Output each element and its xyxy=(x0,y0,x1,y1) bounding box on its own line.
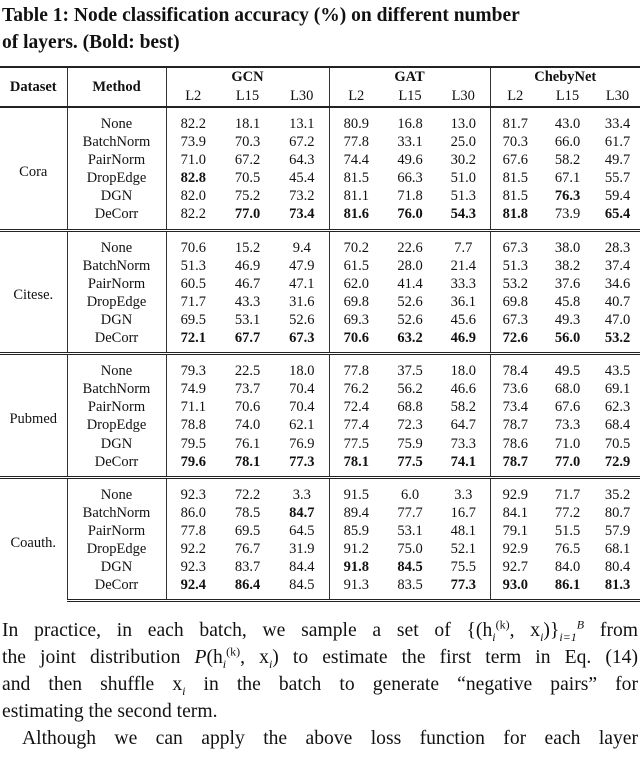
table-row xyxy=(0,540,640,558)
dataset-label: Cora xyxy=(19,163,48,180)
accuracy-cell: 38.0 xyxy=(540,230,595,257)
header-layer-l2: L2 xyxy=(166,87,220,107)
accuracy-cell: 58.2 xyxy=(554,152,581,169)
accuracy-cell: 61.5 xyxy=(329,257,383,275)
method-label: DropEdge xyxy=(67,293,166,311)
accuracy-cell: 76.9 xyxy=(289,435,315,452)
header-layer-l2: L2 xyxy=(490,87,540,107)
accuracy-cell: 75.9 xyxy=(397,435,423,452)
accuracy-cell: 65.4 xyxy=(604,206,631,223)
accuracy-cell: 81.8 xyxy=(490,205,540,230)
accuracy-cell: 52.6 xyxy=(289,311,315,328)
table-row xyxy=(0,398,640,416)
accuracy-cell: 52.1 xyxy=(450,540,476,557)
method-label: DropEdge xyxy=(67,416,166,434)
accuracy-cell: 6.0 xyxy=(383,477,437,504)
accuracy-cell: 3.3 xyxy=(275,477,329,504)
accuracy-cell: 69.5 xyxy=(234,522,261,539)
accuracy-cell: 72.2 xyxy=(220,477,275,504)
accuracy-cell: 77.8 xyxy=(329,133,383,151)
accuracy-cell: 51.3 xyxy=(450,188,476,205)
accuracy-cell: 82.2 xyxy=(166,107,220,133)
accuracy-cell: 86.0 xyxy=(166,504,220,522)
accuracy-cell: 22.6 xyxy=(383,230,437,257)
accuracy-cell: 74.1 xyxy=(450,453,476,470)
method-label: PairNorm xyxy=(67,522,166,540)
paragraph-line: the joint distribution $P(h_i^{(k)}$, $x_i$) to estimate the first term in Eq. (14) xyxy=(2,644,639,671)
accuracy-cell: 74.4 xyxy=(329,151,383,169)
accuracy-cell: 67.3 xyxy=(289,330,315,347)
accuracy-cell: 52.6 xyxy=(397,311,423,328)
table-row xyxy=(0,275,640,293)
accuracy-cell: 67.3 xyxy=(490,311,540,329)
table-row xyxy=(0,435,640,453)
accuracy-cell: 79.3 xyxy=(166,354,220,381)
accuracy-cell: 46.7 xyxy=(234,275,261,292)
accuracy-cell: 56.0 xyxy=(554,330,581,347)
method-label: DeCorr xyxy=(67,329,166,354)
accuracy-cell: 68.8 xyxy=(397,399,423,416)
header-layer-l15: L15 xyxy=(220,87,275,107)
accuracy-cell: 80.7 xyxy=(604,504,631,521)
body-paragraph xyxy=(2,617,638,752)
accuracy-cell: 34.6 xyxy=(604,275,631,292)
accuracy-cell: 73.3 xyxy=(554,417,581,434)
accuracy-cell: 84.5 xyxy=(397,559,423,576)
accuracy-cell: 78.7 xyxy=(490,453,540,478)
table-caption xyxy=(2,2,638,56)
accuracy-cell: 78.1 xyxy=(234,453,261,470)
accuracy-cell: 73.9 xyxy=(554,206,581,223)
accuracy-cell: 77.8 xyxy=(166,522,220,540)
accuracy-cell: 49.3 xyxy=(554,311,581,328)
accuracy-cell: 70.5 xyxy=(234,170,261,187)
method-label: PairNorm xyxy=(67,275,166,293)
table-row xyxy=(0,416,640,434)
accuracy-cell: 86.1 xyxy=(540,576,595,601)
accuracy-cell: 78.1 xyxy=(329,453,383,478)
table-row xyxy=(0,477,640,504)
accuracy-cell: 16.8 xyxy=(397,116,423,132)
accuracy-cell: 83.7 xyxy=(234,559,261,576)
accuracy-cell: 57.9 xyxy=(604,522,631,539)
accuracy-cell: 67.2 xyxy=(234,152,261,169)
accuracy-cell: 62.1 xyxy=(289,417,315,434)
accuracy-cell: 81.6 xyxy=(329,205,383,230)
accuracy-cell: 49.5 xyxy=(540,354,595,381)
accuracy-cell: 84.5 xyxy=(275,576,329,601)
accuracy-cell: 81.1 xyxy=(329,187,383,205)
accuracy-cell: 51.3 xyxy=(490,257,540,275)
accuracy-cell: 82.8 xyxy=(166,169,220,187)
header-layer-l15: L15 xyxy=(540,87,595,107)
accuracy-cell: 70.2 xyxy=(329,230,383,257)
accuracy-cell: 28.0 xyxy=(397,257,423,274)
accuracy-cell: 70.4 xyxy=(289,381,315,398)
accuracy-cell: 25.0 xyxy=(450,134,476,151)
method-label: DGN xyxy=(67,435,166,453)
table-row xyxy=(0,257,640,275)
paragraph-line: In practice, in each batch, we sample a set of {($h_i^{(k)}$, $x_i)\}_{i=1}^B$ from xyxy=(2,617,639,644)
dataset-section xyxy=(0,230,640,354)
dataset-section xyxy=(0,354,640,478)
table-row xyxy=(0,230,640,257)
accuracy-cell: 45.6 xyxy=(450,311,476,328)
accuracy-cell: 33.4 xyxy=(604,116,631,132)
accuracy-cell: 35.2 xyxy=(595,477,640,504)
accuracy-cell: 71.7 xyxy=(540,477,595,504)
accuracy-cell: 16.7 xyxy=(450,504,476,521)
accuracy-cell: 64.3 xyxy=(289,152,315,169)
accuracy-cell: 49.7 xyxy=(604,152,631,169)
header-group-chebynet: ChebyNet xyxy=(490,67,640,87)
accuracy-cell: 70.5 xyxy=(604,435,631,452)
accuracy-cell: 40.7 xyxy=(604,293,631,310)
accuracy-cell: 48.1 xyxy=(450,522,476,539)
accuracy-cell: 77.4 xyxy=(329,416,383,434)
header-layer-l30: L30 xyxy=(437,87,490,107)
accuracy-cell: 73.2 xyxy=(289,188,315,205)
accuracy-cell: 78.5 xyxy=(234,504,261,521)
accuracy-cell: 45.8 xyxy=(554,293,581,310)
method-label: DropEdge xyxy=(67,540,166,558)
accuracy-cell: 53.1 xyxy=(397,522,423,539)
table-row xyxy=(0,354,640,381)
accuracy-cell: 85.9 xyxy=(329,522,383,540)
accuracy-cell: 75.5 xyxy=(450,559,476,576)
paragraph-line: Although we can apply the above loss function for each layer xyxy=(22,728,638,749)
paragraph-line: and then shuffle $x_i$ in the batch to generate “negative pairs” for xyxy=(2,674,638,698)
accuracy-cell: 36.1 xyxy=(450,293,476,310)
accuracy-cell: 63.2 xyxy=(397,330,423,347)
table-row xyxy=(0,187,640,205)
accuracy-cell: 9.4 xyxy=(275,230,329,257)
accuracy-cell: 31.9 xyxy=(289,540,315,557)
accuracy-cell: 71.8 xyxy=(397,188,423,205)
accuracy-cell: 91.3 xyxy=(329,576,383,601)
accuracy-cell: 73.4 xyxy=(490,398,540,416)
accuracy-cell: 79.1 xyxy=(490,522,540,540)
paragraph-line: estimating the second term. xyxy=(2,701,218,722)
accuracy-cell: 70.3 xyxy=(490,133,540,151)
accuracy-cell: 91.5 xyxy=(329,477,383,504)
accuracy-cell: 37.4 xyxy=(604,257,631,274)
accuracy-cell: 92.9 xyxy=(490,477,540,504)
accuracy-cell: 72.9 xyxy=(604,453,631,470)
accuracy-cell: 67.7 xyxy=(234,330,261,347)
accuracy-cell: 30.2 xyxy=(450,152,476,169)
table-row xyxy=(0,453,640,478)
accuracy-cell: 64.5 xyxy=(289,522,315,539)
accuracy-cell: 76.3 xyxy=(554,188,581,205)
accuracy-cell: 81.5 xyxy=(490,187,540,205)
table-row xyxy=(0,133,640,151)
method-label: BatchNorm xyxy=(67,504,166,522)
accuracy-cell: 54.3 xyxy=(450,206,476,223)
accuracy-cell: 53.2 xyxy=(604,330,631,347)
accuracy-cell: 66.0 xyxy=(554,134,581,151)
accuracy-cell: 70.4 xyxy=(289,399,315,416)
header-layer-l30: L30 xyxy=(595,87,640,107)
accuracy-cell: 71.1 xyxy=(166,398,220,416)
accuracy-cell: 81.3 xyxy=(595,576,640,601)
accuracy-cell: 77.0 xyxy=(234,206,261,223)
table-row xyxy=(0,169,640,187)
accuracy-cell: 51.3 xyxy=(166,257,220,275)
accuracy-cell: 33.3 xyxy=(450,275,476,292)
method-label: None xyxy=(67,477,166,504)
method-label: None xyxy=(67,107,166,133)
accuracy-cell: 92.9 xyxy=(490,540,540,558)
accuracy-cell: 76.2 xyxy=(329,380,383,398)
accuracy-cell: 18.0 xyxy=(437,354,490,381)
accuracy-cell: 70.6 xyxy=(329,329,383,354)
table-row xyxy=(0,522,640,540)
accuracy-cell: 77.7 xyxy=(397,504,423,521)
accuracy-cell: 58.2 xyxy=(450,399,476,416)
accuracy-cell: 45.4 xyxy=(289,170,315,187)
accuracy-cell: 76.0 xyxy=(397,206,423,223)
accuracy-cell: 59.4 xyxy=(604,188,631,205)
accuracy-cell: 28.3 xyxy=(595,230,640,257)
method-label: DropEdge xyxy=(67,169,166,187)
header-method: Method xyxy=(67,67,166,107)
accuracy-cell: 86.4 xyxy=(220,576,275,601)
accuracy-cell: 68.1 xyxy=(604,540,631,557)
accuracy-cell: 76.7 xyxy=(234,540,261,557)
accuracy-cell: 73.4 xyxy=(289,206,315,223)
accuracy-cell: 71.7 xyxy=(166,293,220,311)
method-label: DeCorr xyxy=(67,576,166,601)
accuracy-cell: 76.5 xyxy=(554,540,581,557)
accuracy-cell: 55.7 xyxy=(604,170,631,187)
dataset-section xyxy=(0,477,640,601)
method-label: PairNorm xyxy=(67,398,166,416)
header-dataset: Dataset xyxy=(0,67,67,107)
accuracy-cell: 52.6 xyxy=(397,293,423,310)
accuracy-cell: 79.6 xyxy=(166,453,220,478)
accuracy-cell: 69.5 xyxy=(166,311,220,329)
accuracy-cell: 92.3 xyxy=(166,558,220,576)
accuracy-cell: 69.8 xyxy=(329,293,383,311)
accuracy-cell: 71.0 xyxy=(554,435,581,452)
accuracy-cell: 64.7 xyxy=(450,417,476,434)
accuracy-cell: 74.9 xyxy=(166,380,220,398)
accuracy-cell: 43.0 xyxy=(554,116,581,132)
accuracy-cell: 47.0 xyxy=(604,311,631,328)
caption-line-2: of layers. (Bold: best) xyxy=(2,32,180,53)
accuracy-cell: 7.7 xyxy=(437,230,490,257)
method-label: BatchNorm xyxy=(67,380,166,398)
accuracy-cell: 31.6 xyxy=(289,293,315,310)
accuracy-cell: 67.3 xyxy=(490,230,540,257)
accuracy-cell: 84.4 xyxy=(289,559,315,576)
accuracy-cell: 33.1 xyxy=(397,134,423,151)
accuracy-cell: 77.3 xyxy=(437,576,490,601)
accuracy-cell: 74.0 xyxy=(234,417,261,434)
accuracy-cell: 18.1 xyxy=(234,116,261,132)
method-label: None xyxy=(67,230,166,257)
accuracy-cell: 91.8 xyxy=(329,558,383,576)
accuracy-cell: 66.3 xyxy=(397,170,423,187)
method-label: BatchNorm xyxy=(67,133,166,151)
accuracy-cell: 61.7 xyxy=(604,134,631,151)
table-row xyxy=(0,380,640,398)
table-row xyxy=(0,151,640,169)
header-group-gcn: GCN xyxy=(166,67,329,87)
accuracy-cell: 92.4 xyxy=(166,576,220,601)
accuracy-cell: 81.5 xyxy=(329,169,383,187)
method-label: None xyxy=(67,354,166,381)
table-row xyxy=(0,205,640,230)
accuracy-cell: 72.4 xyxy=(329,398,383,416)
accuracy-cell: 67.6 xyxy=(490,151,540,169)
accuracy-cell: 80.9 xyxy=(329,107,383,133)
method-label: DeCorr xyxy=(67,453,166,478)
accuracy-cell: 78.7 xyxy=(490,416,540,434)
accuracy-cell: 67.6 xyxy=(554,399,581,416)
accuracy-cell: 3.3 xyxy=(437,477,490,504)
accuracy-cell: 47.9 xyxy=(289,257,315,274)
caption-line-1: Table 1: Node classification accuracy (%) on different number xyxy=(2,5,520,26)
accuracy-cell: 83.5 xyxy=(383,576,437,601)
accuracy-cell: 72.1 xyxy=(166,329,220,354)
accuracy-cell: 56.2 xyxy=(397,381,423,398)
accuracy-cell: 75.0 xyxy=(397,540,423,557)
accuracy-cell: 82.0 xyxy=(166,187,220,205)
table-row xyxy=(0,293,640,311)
accuracy-cell: 80.4 xyxy=(604,559,631,576)
accuracy-cell: 92.7 xyxy=(490,558,540,576)
accuracy-cell: 84.7 xyxy=(289,504,315,521)
accuracy-cell: 77.5 xyxy=(397,453,423,470)
accuracy-cell: 89.4 xyxy=(329,504,383,522)
method-label: DeCorr xyxy=(67,205,166,230)
accuracy-cell: 43.3 xyxy=(234,293,261,310)
accuracy-cell: 77.3 xyxy=(289,453,315,470)
dataset-section xyxy=(0,107,640,230)
accuracy-cell: 78.6 xyxy=(490,435,540,453)
table-row xyxy=(0,329,640,354)
accuracy-cell: 13.1 xyxy=(289,116,315,132)
accuracy-cell: 46.6 xyxy=(450,381,476,398)
results-table xyxy=(0,66,640,602)
accuracy-cell: 69.1 xyxy=(604,381,631,398)
header-layer-l2: L2 xyxy=(329,87,383,107)
accuracy-cell: 81.7 xyxy=(490,107,540,133)
accuracy-cell: 21.4 xyxy=(450,257,476,274)
accuracy-cell: 47.1 xyxy=(289,275,315,292)
accuracy-cell: 67.1 xyxy=(554,170,581,187)
accuracy-cell: 76.1 xyxy=(234,435,261,452)
accuracy-cell: 67.2 xyxy=(289,134,315,151)
accuracy-cell: 62.0 xyxy=(329,275,383,293)
accuracy-cell: 38.2 xyxy=(554,257,581,274)
accuracy-cell: 79.5 xyxy=(166,435,220,453)
accuracy-cell: 46.9 xyxy=(450,330,476,347)
accuracy-cell: 77.5 xyxy=(329,435,383,453)
dataset-label: Citese. xyxy=(0,230,67,354)
accuracy-cell: 43.5 xyxy=(595,354,640,381)
accuracy-cell: 93.0 xyxy=(490,576,540,601)
accuracy-cell: 75.2 xyxy=(234,188,261,205)
header-layer-l30: L30 xyxy=(275,87,329,107)
table-row xyxy=(0,558,640,576)
accuracy-cell: 15.2 xyxy=(220,230,275,257)
accuracy-cell: 82.2 xyxy=(166,205,220,230)
accuracy-cell: 77.0 xyxy=(554,453,581,470)
method-label: BatchNorm xyxy=(67,257,166,275)
table-row xyxy=(0,504,640,522)
accuracy-cell: 70.3 xyxy=(234,134,261,151)
accuracy-cell: 62.3 xyxy=(604,399,631,416)
accuracy-cell: 73.3 xyxy=(450,435,476,452)
accuracy-cell: 41.4 xyxy=(397,275,423,292)
table-row xyxy=(0,576,640,601)
header-group-gat: GAT xyxy=(329,67,490,87)
accuracy-cell: 77.8 xyxy=(329,354,383,381)
accuracy-cell: 72.3 xyxy=(397,417,423,434)
accuracy-cell: 92.2 xyxy=(166,540,220,558)
accuracy-cell: 78.4 xyxy=(490,354,540,381)
dataset-label: Coauth. xyxy=(0,477,67,601)
accuracy-cell: 68.4 xyxy=(604,417,631,434)
method-label: PairNorm xyxy=(67,151,166,169)
accuracy-cell: 18.0 xyxy=(275,354,329,381)
accuracy-cell: 73.7 xyxy=(234,381,261,398)
accuracy-cell: 51.5 xyxy=(554,522,581,539)
accuracy-cell: 69.8 xyxy=(490,293,540,311)
accuracy-cell: 46.9 xyxy=(234,257,261,274)
dataset-label: Pubmed xyxy=(0,354,67,478)
accuracy-cell: 69.3 xyxy=(329,311,383,329)
accuracy-cell: 37.6 xyxy=(554,275,581,292)
accuracy-cell: 68.0 xyxy=(554,381,581,398)
accuracy-cell: 53.2 xyxy=(490,275,540,293)
method-label: DGN xyxy=(67,558,166,576)
table-row xyxy=(0,107,640,133)
accuracy-cell: 91.2 xyxy=(329,540,383,558)
accuracy-cell: 92.3 xyxy=(166,477,220,504)
accuracy-cell: 22.5 xyxy=(220,354,275,381)
accuracy-cell: 60.5 xyxy=(166,275,220,293)
accuracy-cell: 73.6 xyxy=(490,380,540,398)
accuracy-cell: 37.5 xyxy=(383,354,437,381)
accuracy-cell: 81.5 xyxy=(490,169,540,187)
method-label: DGN xyxy=(67,311,166,329)
accuracy-cell: 84.0 xyxy=(554,559,581,576)
header-layer-l15: L15 xyxy=(383,87,437,107)
accuracy-cell: 49.6 xyxy=(397,152,423,169)
accuracy-cell: 71.0 xyxy=(166,151,220,169)
accuracy-cell: 77.2 xyxy=(554,504,581,521)
accuracy-cell: 72.6 xyxy=(490,329,540,354)
table-row xyxy=(0,311,640,329)
accuracy-cell: 70.6 xyxy=(166,230,220,257)
accuracy-cell: 78.8 xyxy=(166,416,220,434)
accuracy-cell: 53.1 xyxy=(234,311,261,328)
method-label: DGN xyxy=(67,187,166,205)
accuracy-cell: 73.9 xyxy=(166,133,220,151)
accuracy-cell: 51.0 xyxy=(450,170,476,187)
accuracy-cell: 13.0 xyxy=(450,116,476,132)
accuracy-cell: 70.6 xyxy=(234,399,261,416)
accuracy-cell: 84.1 xyxy=(490,504,540,522)
